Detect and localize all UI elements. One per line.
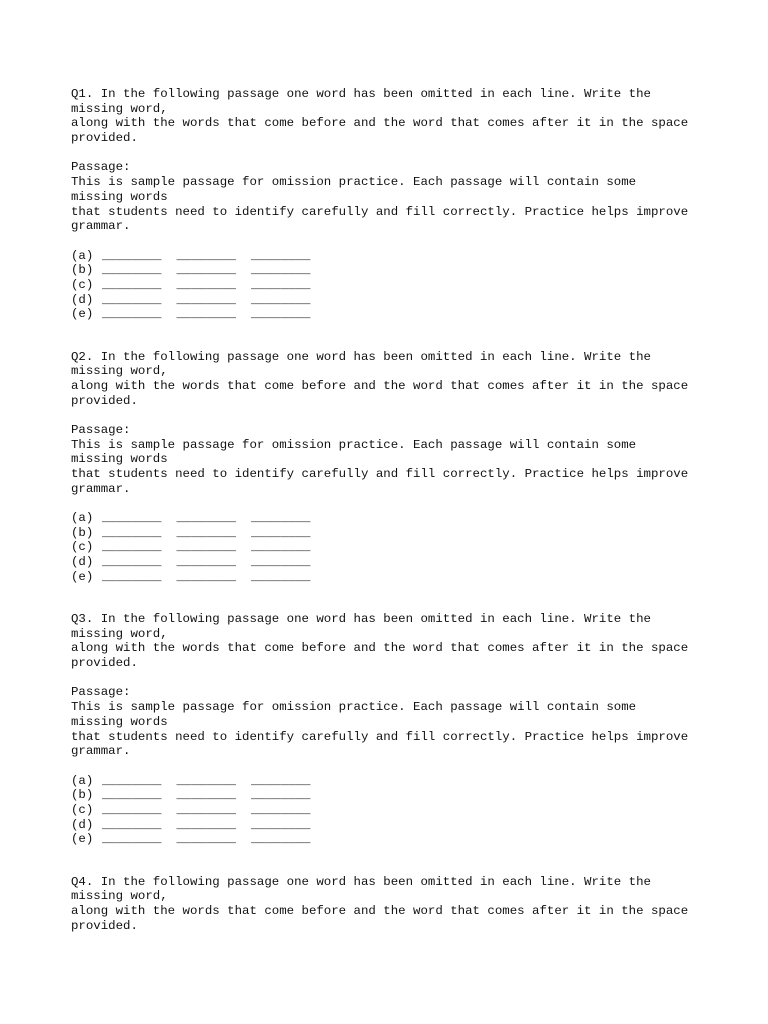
answer-label: (d)	[71, 817, 94, 832]
answer-blank-before[interactable]: ________	[102, 511, 162, 526]
answer-row	[71, 818, 711, 833]
passage-line: This is sample passage for omission practice. Each passage will contain some	[71, 437, 637, 452]
answer-label: (e)	[71, 569, 94, 584]
answer-label: (d)	[71, 292, 94, 307]
answer-blank-before[interactable]: ________	[102, 802, 162, 817]
answer-blank-before[interactable]: ________	[102, 540, 162, 555]
answer-blank-missing[interactable]: ________	[176, 292, 236, 307]
answer-blank-missing[interactable]: ________	[176, 263, 236, 278]
passage-line: This is sample passage for omission practice. Each passage will contain some	[71, 175, 637, 190]
instruction-line: along with the words that come before and the word that comes after it in the space	[71, 116, 689, 131]
passage-line: that students need to identify carefully and fill correctly. Practice helps improve	[71, 729, 689, 744]
answer-blank-after[interactable]: ________	[251, 802, 311, 817]
answer-blank-before[interactable]: ________	[102, 525, 162, 540]
answer-blank-after[interactable]: ________	[251, 511, 311, 526]
answer-label: (b)	[71, 263, 94, 278]
instruction-line: along with the words that come before and the word that comes after it in the space	[71, 641, 689, 656]
answer-blank-after[interactable]: ________	[251, 292, 311, 307]
answer-blank-after[interactable]: ________	[251, 248, 311, 263]
answer-blank-before[interactable]: ________	[102, 788, 162, 803]
answer-blank-missing[interactable]: ________	[176, 817, 236, 832]
passage-line: missing words	[71, 714, 168, 729]
instruction-line: missing word,	[71, 626, 168, 641]
answer-label: (e)	[71, 832, 94, 847]
answer-blank-after[interactable]: ________	[251, 832, 311, 847]
question-block	[71, 87, 711, 322]
answer-blanks	[71, 511, 711, 584]
answer-label: (c)	[71, 802, 94, 817]
question-block	[71, 875, 711, 934]
instruction-line: Q2. In the following passage one word has been omitted in each line. Write the	[71, 349, 651, 364]
answer-label: (a)	[71, 248, 94, 263]
instruction-line: Q3. In the following passage one word has been omitted in each line. Write the	[71, 612, 651, 626]
answer-blank-missing[interactable]: ________	[176, 511, 236, 526]
passage-text	[71, 700, 711, 759]
passage-line: that students need to identify carefully and fill correctly. Practice helps improve	[71, 467, 689, 481]
answer-blank-missing[interactable]: ________	[176, 832, 236, 847]
answer-row	[71, 803, 711, 818]
question-instruction	[71, 87, 711, 146]
answer-label: (a)	[71, 773, 94, 788]
answer-row	[71, 788, 711, 803]
answer-row	[71, 278, 711, 293]
answer-row	[71, 832, 711, 847]
passage-label: Passage:	[71, 422, 131, 437]
answer-row	[71, 570, 711, 585]
answer-blank-after[interactable]: ________	[251, 277, 311, 292]
answer-blank-missing[interactable]: ________	[176, 277, 236, 292]
answer-label: (c)	[71, 540, 94, 555]
passage-label: Passage:	[71, 685, 131, 700]
answer-row	[71, 526, 711, 541]
answer-blank-missing[interactable]: ________	[176, 569, 236, 584]
answer-blank-before[interactable]: ________	[102, 277, 162, 292]
answer-blank-missing[interactable]: ________	[176, 540, 236, 555]
answer-blank-missing[interactable]: ________	[176, 788, 236, 803]
answer-blank-missing[interactable]: ________	[176, 802, 236, 817]
instruction-line: provided.	[71, 393, 138, 408]
answer-blank-missing[interactable]: ________	[176, 555, 236, 570]
answer-blank-before[interactable]: ________	[102, 569, 162, 584]
question-instruction	[71, 612, 711, 671]
passage-line: that students need to identify carefully and fill correctly. Practice helps improve	[71, 204, 689, 219]
answer-blank-missing[interactable]: ________	[176, 525, 236, 540]
instruction-line: Q4. In the following passage one word has been omitted in each line. Write the	[71, 874, 651, 889]
passage-label: Passage:	[71, 160, 131, 175]
answer-blank-before[interactable]: ________	[102, 292, 162, 307]
answer-blank-before[interactable]: ________	[102, 555, 162, 570]
instruction-line: missing word,	[71, 101, 168, 116]
answer-blanks	[71, 249, 711, 322]
answer-row	[71, 511, 711, 526]
instruction-line: provided.	[71, 918, 138, 933]
answer-blank-after[interactable]: ________	[251, 773, 311, 788]
answer-label: (e)	[71, 307, 94, 322]
instruction-line: Q1. In the following passage one word has been omitted in each line. Write the	[71, 87, 651, 101]
answer-blank-after[interactable]: ________	[251, 817, 311, 832]
answer-label: (b)	[71, 525, 94, 540]
instruction-line: provided.	[71, 656, 138, 671]
answer-blank-after[interactable]: ________	[251, 525, 311, 540]
instruction-line: along with the words that come before and the word that comes after it in the space	[71, 903, 689, 918]
answer-blank-after[interactable]: ________	[251, 307, 311, 322]
instruction-line: missing word,	[71, 364, 168, 379]
answer-label: (a)	[71, 511, 94, 526]
answer-label: (c)	[71, 277, 94, 292]
answer-blank-before[interactable]: ________	[102, 307, 162, 322]
answer-blank-missing[interactable]: ________	[176, 773, 236, 788]
passage-line: missing words	[71, 189, 168, 204]
answer-row	[71, 249, 711, 264]
passage-text	[71, 175, 711, 234]
instruction-line: provided.	[71, 131, 138, 146]
instruction-line: along with the words that come before and the word that comes after it in the space	[71, 378, 689, 393]
answer-blank-after[interactable]: ________	[251, 788, 311, 803]
answer-blank-before[interactable]: ________	[102, 773, 162, 788]
answer-label: (b)	[71, 788, 94, 803]
answer-blank-missing[interactable]: ________	[176, 248, 236, 263]
passage-line: missing words	[71, 452, 168, 467]
answer-blank-before[interactable]: ________	[102, 263, 162, 278]
question-instruction	[71, 875, 711, 934]
answer-row	[71, 555, 711, 570]
answer-blanks	[71, 774, 711, 847]
answer-blank-before[interactable]: ________	[102, 248, 162, 263]
answer-blank-before[interactable]: ________	[102, 832, 162, 847]
answer-blank-before[interactable]: ________	[102, 817, 162, 832]
answer-blank-after[interactable]: ________	[251, 555, 311, 570]
answer-label: (d)	[71, 555, 94, 570]
question-instruction	[71, 350, 711, 409]
answer-blank-after[interactable]: ________	[251, 263, 311, 278]
answer-row	[71, 540, 711, 555]
answer-blank-after[interactable]: ________	[251, 569, 311, 584]
question-block	[71, 350, 711, 585]
answer-row	[71, 774, 711, 789]
answer-row	[71, 293, 711, 308]
instruction-line: missing word,	[71, 889, 168, 904]
passage-text	[71, 438, 711, 497]
passage-line: grammar.	[71, 481, 131, 496]
answer-row	[71, 263, 711, 278]
worksheet-page	[71, 87, 711, 961]
passage-line: grammar.	[71, 219, 131, 234]
answer-blank-missing[interactable]: ________	[176, 307, 236, 322]
answer-blank-after[interactable]: ________	[251, 540, 311, 555]
answer-row	[71, 307, 711, 322]
question-block	[71, 612, 711, 847]
passage-line: grammar.	[71, 744, 131, 759]
passage-line: This is sample passage for omission practice. Each passage will contain some	[71, 700, 637, 715]
